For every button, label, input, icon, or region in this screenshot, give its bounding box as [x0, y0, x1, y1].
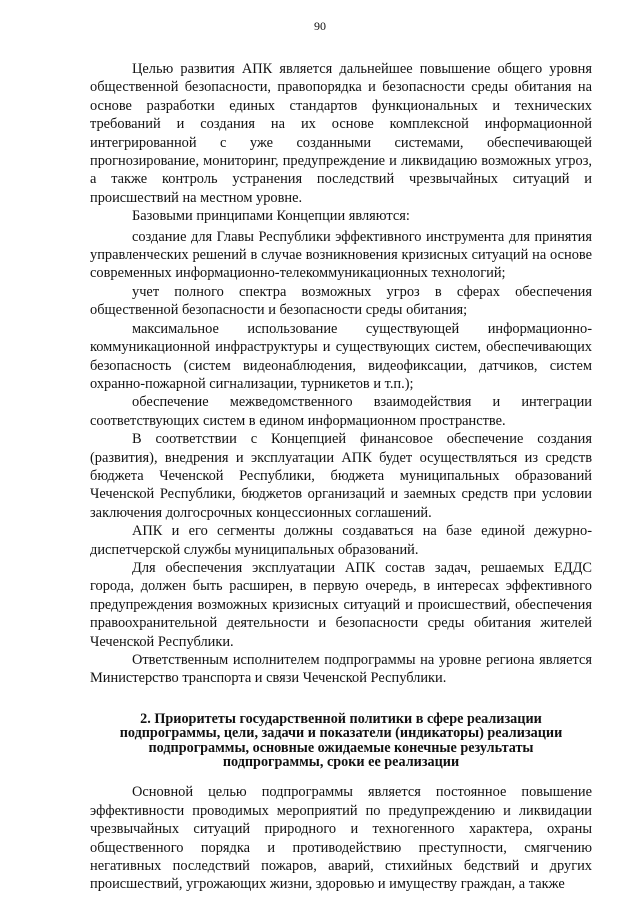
document-body — [90, 60, 592, 894]
heading-line: подпрограммы, сроки ее реализации — [222, 754, 460, 771]
paragraph-segments: АПК и его сегменты должны создаваться на базе единой дежурно-диспетчерской службы муниципальных образований. — [90, 523, 592, 558]
paragraph-financing: В соответствии с Концепцией финансовое обеспечение создания (развития), внедрения и эксплуатации АПК будет осуществляться из средств бюджета Чеченской Республики, бюджета муниципальных образований Чеченской Республики, бюджетов организаций и заемных средств при условии заключения долгосрочных концессионных соглашений. — [90, 431, 592, 521]
paragraph-main-goal: Основной целью подпрограммы является постоянное повышение эффективности проводимых мероприятий по предупреждению и ликвидации чрезвычайных ситуаций природного и техногенного характера, охраны общественного порядка и противодействию преступности, смягчению негативных последствий пожаров, аварий, стихийных бедствий и других происшествий, угрожающих жизни, здоровью и имуществу граждан, а также — [90, 784, 592, 893]
paragraph-principle-3: максимальное использование существующей информационно-коммуникационной инфраструктуры и существующих систем, обеспечивающих безопасность (систем видеонаблюдения, видеофиксации, датчиков, систем охранно-пожарной сигнализации, турникетов и т.п.); — [90, 320, 592, 392]
paragraph-apk-goal: Целью развития АПК является дальнейшее повышение общего уровня общественной безопасности, правопорядка и безопасности среды обитания на основе разработки единых стандартов функциональных и технических требований и создания на их основе комплексной информационной интегрированной с уже созданными системами, обеспечивающей прогнозирование, мониторинг, предупреждение и ликвидацию возможных угроз, а также контроль устранения последствий чрезвычайных ситуаций и происшествий на местном уровне. — [90, 61, 592, 206]
paragraph-principle-1: создание для Главы Республики эффективного инструмента для принятия управленческих решений в случае возникновения кризисных ситуаций на основе современных информационно-телекоммуникационных технологий; — [90, 228, 592, 282]
heading-line: подпрограммы, основные ожидаемые конечные результаты — [148, 739, 534, 756]
heading-line: подпрограммы, цели, задачи и показатели (индикаторы) реализации — [119, 725, 563, 742]
page-number: 90 — [314, 19, 326, 33]
section-heading — [90, 712, 592, 770]
paragraph-principles-intro: Базовыми принципами Концепции являются: — [132, 208, 410, 225]
paragraph-principle-4: обеспечение межведомственного взаимодействия и интеграции соответствующих систем в едином информационном пространстве. — [90, 394, 592, 429]
paragraph-responsible: Ответственным исполнителем подпрограммы на уровне региона является Министерство транспорта и связи Чеченской Республики. — [90, 652, 592, 687]
paragraph-principle-2: учет полного спектра возможных угроз в сферах обеспечения общественной безопасности и безопасности среды обитания; — [90, 283, 592, 319]
paragraph-edds: Для обеспечения эксплуатации АПК состав задач, решаемых ЕДДС города, должен быть расширен, в первую очередь, в интересах эффективного предупреждения возможных кризисных ситуаций и происшествий, обеспечения правоохранительной деятельности и безопасности среды обитания жителей Чеченской Республики. — [90, 559, 592, 650]
heading-line: 2. Приоритеты государственной политики в сфере реализации — [140, 710, 542, 727]
